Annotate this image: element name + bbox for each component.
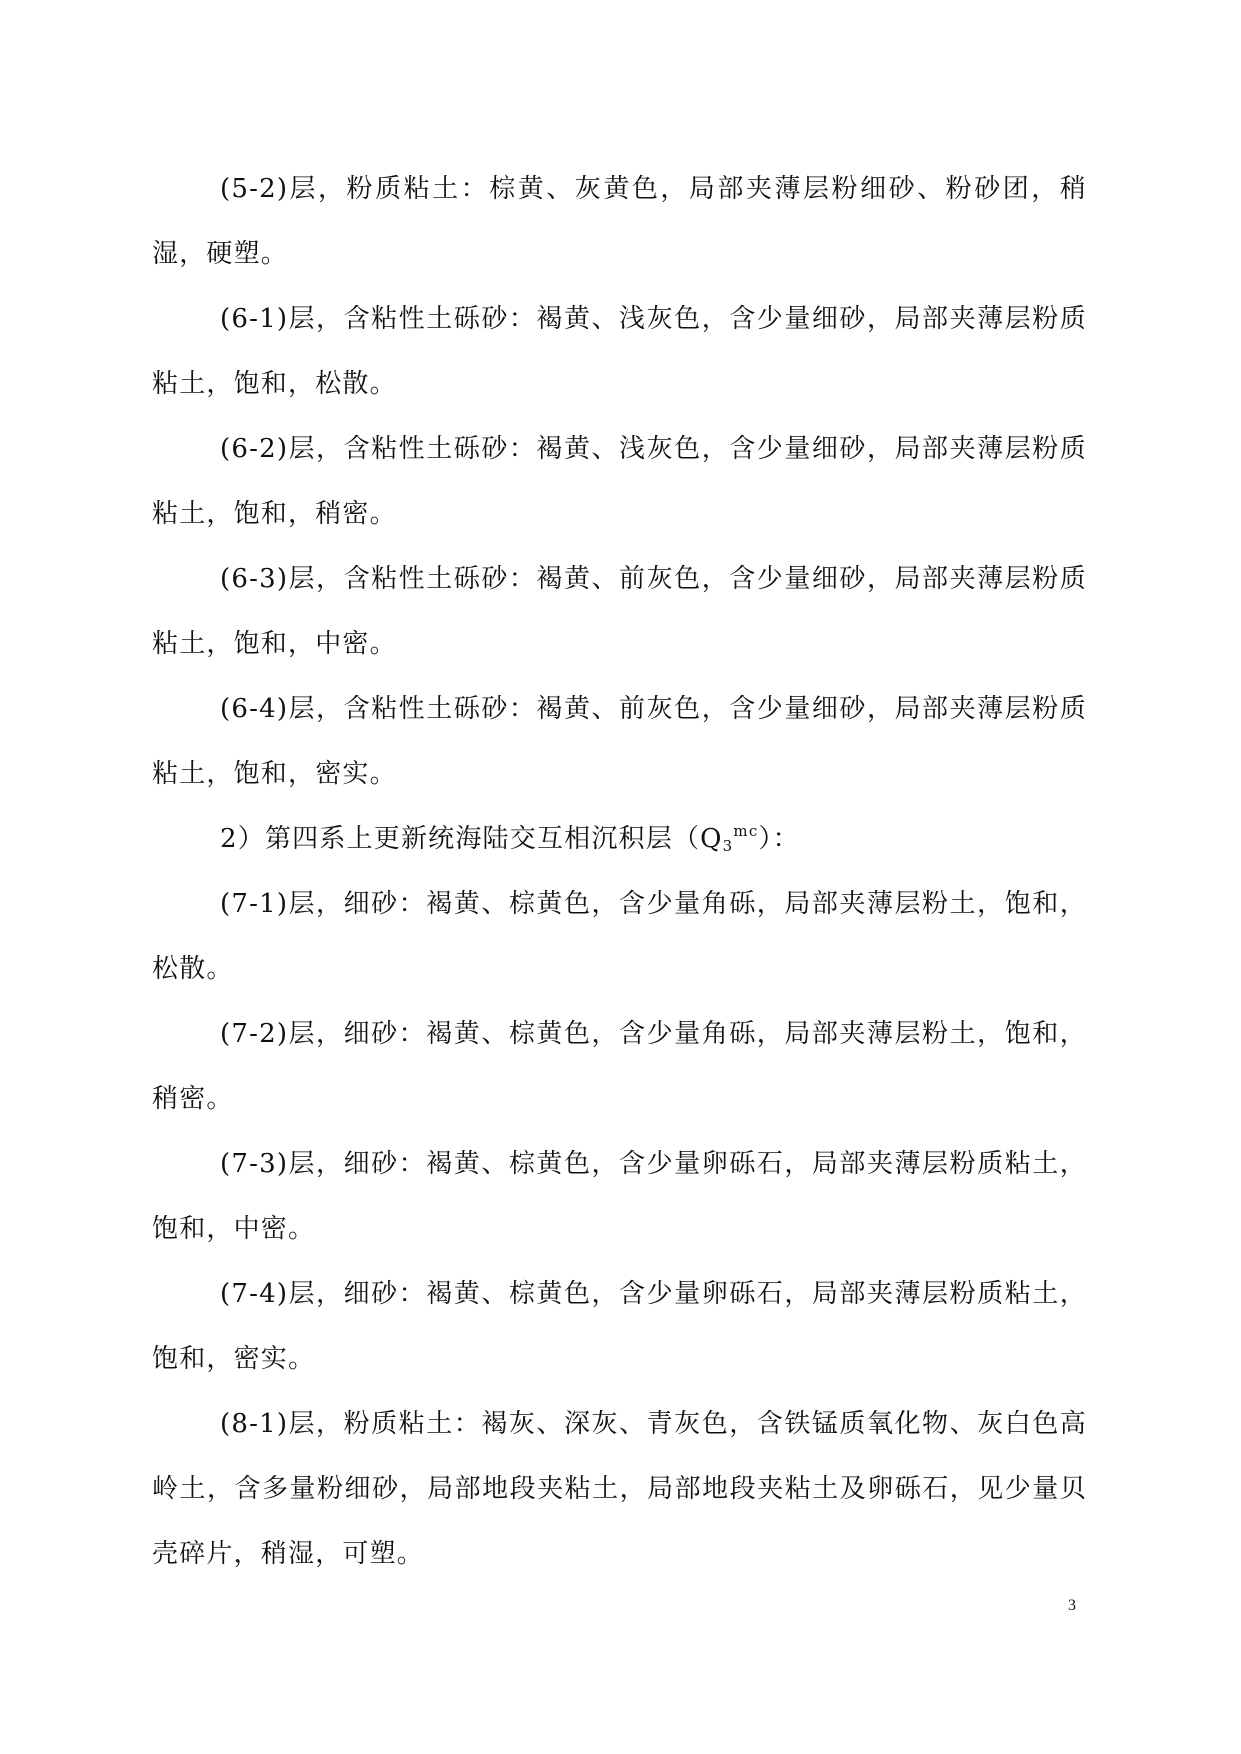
- paragraph-6-2: (6-2)层，含粘性土砾砂：褐黄、浅灰色，含少量细砂，局部夹薄层粉质粘土，饱和，稍密。: [152, 434, 1087, 529]
- heading-prefix: 2）第四系上更新统海陆交互相沉积层（Q: [220, 824, 723, 854]
- paragraph-7-4: (7-4)层，细砂：褐黄、棕黄色，含少量卵砾石，局部夹薄层粉质粘土，饱和，密实。: [152, 1279, 1087, 1374]
- heading-subscript: 3: [722, 837, 734, 855]
- paragraph-6-4: (6-4)层，含粘性土砾砂：褐黄、前灰色，含少量细砂，局部夹薄层粉质粘土，饱和，密实。: [152, 694, 1087, 789]
- paragraph-7-1: (7-1)层，细砂：褐黄、棕黄色，含少量角砾，局部夹薄层粉土，饱和，松散。: [152, 889, 1087, 984]
- paragraph-7-2: (7-2)层，细砂：褐黄、棕黄色，含少量角砾，局部夹薄层粉土，饱和，稍密。: [152, 1019, 1087, 1114]
- heading-suffix: ）：: [758, 824, 800, 854]
- document-body: [152, 157, 1087, 1587]
- paragraph-7-3: (7-3)层，细砂：褐黄、棕黄色，含少量卵砾石，局部夹薄层粉质粘土，饱和，中密。: [152, 1149, 1087, 1244]
- section-heading: [152, 807, 1087, 872]
- paragraph-8-1: (8-1)层，粉质粘土：褐灰、深灰、青灰色，含铁锰质氧化物、灰白色高岭土，含多量粉细砂，局部地段夹粘土，局部地段夹粘土及卵砾石，见少量贝壳碎片，稍湿，可塑。: [152, 1409, 1087, 1569]
- paragraph-6-3: (6-3)层，含粘性土砾砂：褐黄、前灰色，含少量细砂，局部夹薄层粉质粘土，饱和，中密。: [152, 564, 1087, 659]
- paragraph-6-1: (6-1)层，含粘性土砾砂：褐黄、浅灰色，含少量细砂，局部夹薄层粉质粘土，饱和，松散。: [152, 304, 1087, 399]
- heading-superscript: mc: [733, 822, 759, 840]
- paragraph-5-2: (5-2)层，粉质粘土：棕黄、灰黄色，局部夹薄层粉细砂、粉砂团，稍湿，硬塑。: [152, 174, 1087, 269]
- page-number: 3: [1068, 1597, 1076, 1614]
